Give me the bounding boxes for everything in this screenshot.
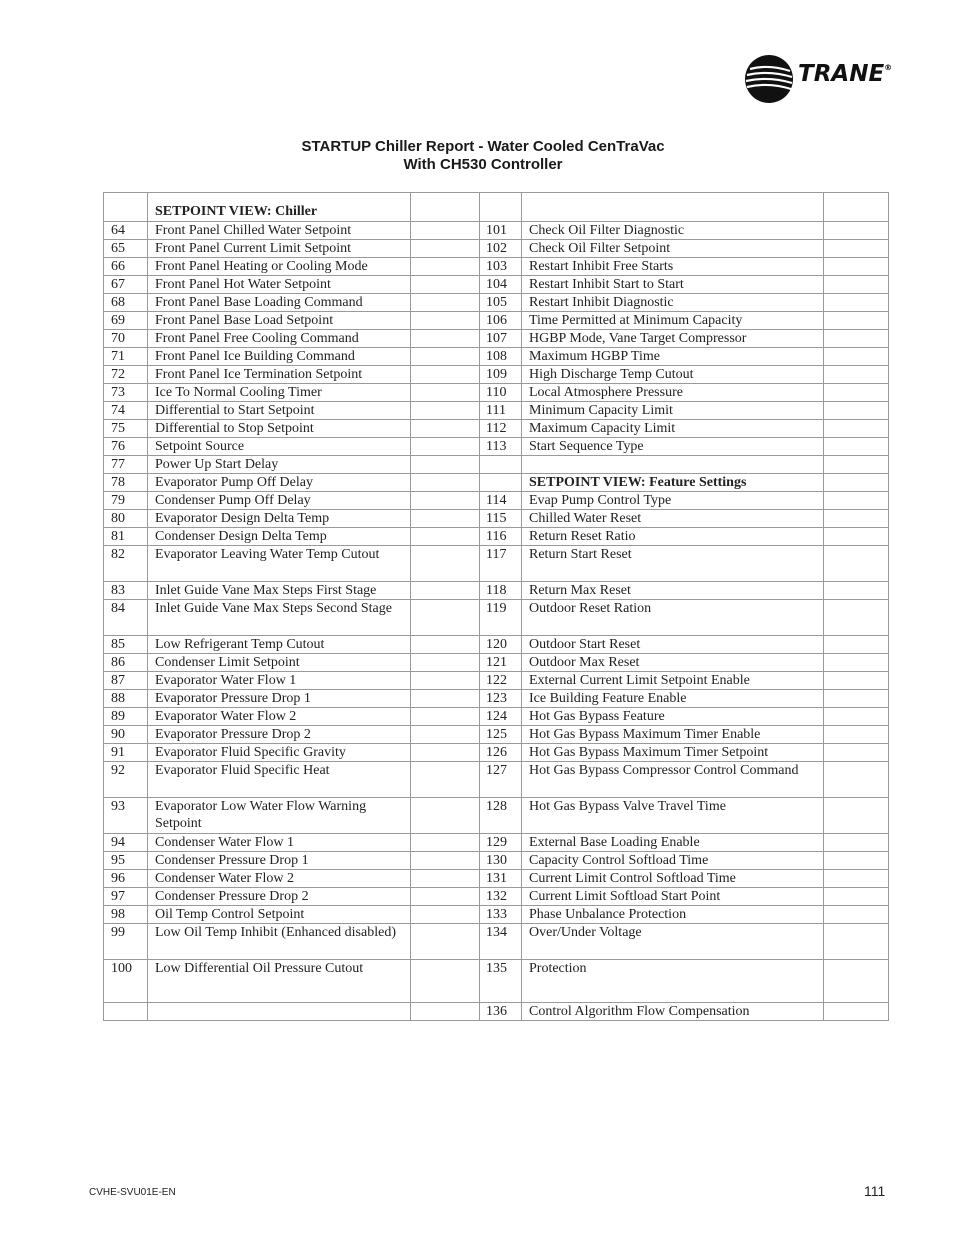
left-value-cell xyxy=(411,420,480,438)
right-item-number: 125 xyxy=(480,726,522,744)
table-row xyxy=(104,474,889,492)
table-row xyxy=(104,546,889,582)
right-item-number: 134 xyxy=(480,924,522,960)
right-item-label: Chilled Water Reset xyxy=(522,510,824,528)
trane-logo-mark-icon xyxy=(744,54,794,104)
right-item-number: 129 xyxy=(480,834,522,852)
left-item-number: 74 xyxy=(104,402,148,420)
right-value-cell xyxy=(824,582,889,600)
right-value-cell xyxy=(824,312,889,330)
table-row xyxy=(104,636,889,654)
right-item-number: 128 xyxy=(480,798,522,834)
left-item-label: Condenser Design Delta Temp xyxy=(148,528,411,546)
left-value-cell xyxy=(411,546,480,582)
right-item-label: Restart Inhibit Diagnostic xyxy=(522,294,824,312)
right-value-cell xyxy=(824,834,889,852)
table-row xyxy=(104,366,889,384)
left-item-label: Low Refrigerant Temp Cutout xyxy=(148,636,411,654)
right-item-number: 106 xyxy=(480,312,522,330)
right-item-label: Check Oil Filter Diagnostic xyxy=(522,222,824,240)
right-item-number: 103 xyxy=(480,258,522,276)
left-value-cell xyxy=(411,366,480,384)
right-value-cell xyxy=(824,762,889,798)
left-item-label: Differential to Start Setpoint xyxy=(148,402,411,420)
left-item-number: 80 xyxy=(104,510,148,528)
left-item-number: 94 xyxy=(104,834,148,852)
left-item-number: 72 xyxy=(104,366,148,384)
left-item-number: 78 xyxy=(104,474,148,492)
left-value-cell xyxy=(411,636,480,654)
report-title xyxy=(0,138,954,174)
left-item-label: Differential to Stop Setpoint xyxy=(148,420,411,438)
left-value-cell xyxy=(411,852,480,870)
left-item-number: 76 xyxy=(104,438,148,456)
left-item-number: 69 xyxy=(104,312,148,330)
table-row xyxy=(104,294,889,312)
table-row xyxy=(104,852,889,870)
right-item-number: 121 xyxy=(480,654,522,672)
left-item-label: Front Panel Current Limit Setpoint xyxy=(148,240,411,258)
right-value-cell xyxy=(824,276,889,294)
right-item-number: 107 xyxy=(480,330,522,348)
table-row xyxy=(104,276,889,294)
left-item-label: Evaporator Low Water Flow Warning Setpoint xyxy=(148,798,411,834)
trane-logo xyxy=(744,54,894,104)
right-value-cell xyxy=(824,636,889,654)
left-item-label: Front Panel Free Cooling Command xyxy=(148,330,411,348)
left-item-number: 71 xyxy=(104,348,148,366)
table-header-row xyxy=(104,193,889,222)
right-item-label xyxy=(522,456,824,474)
right-item-number: 110 xyxy=(480,384,522,402)
document-code: CVHE-SVU01E-EN xyxy=(89,1187,176,1198)
left-value-cell xyxy=(411,438,480,456)
right-value-cell xyxy=(824,510,889,528)
right-item-number: 114 xyxy=(480,492,522,510)
right-value-cell xyxy=(824,420,889,438)
table-cell xyxy=(480,193,522,222)
right-item-number: 124 xyxy=(480,708,522,726)
right-item-number: 135 xyxy=(480,960,522,1003)
left-item-label: Ice To Normal Cooling Timer xyxy=(148,384,411,402)
right-item-number: 112 xyxy=(480,420,522,438)
left-item-label: Evaporator Fluid Specific Gravity xyxy=(148,744,411,762)
left-item-label: Condenser Pump Off Delay xyxy=(148,492,411,510)
left-item-number: 87 xyxy=(104,672,148,690)
left-item-label: Condenser Pressure Drop 1 xyxy=(148,852,411,870)
right-value-cell xyxy=(824,456,889,474)
right-item-label: Restart Inhibit Start to Start xyxy=(522,276,824,294)
left-item-label xyxy=(148,1003,411,1021)
right-value-cell xyxy=(824,708,889,726)
left-value-cell xyxy=(411,726,480,744)
right-item-label: Phase Unbalance Protection xyxy=(522,906,824,924)
left-value-cell xyxy=(411,240,480,258)
right-value-cell xyxy=(824,294,889,312)
right-item-label: Start Sequence Type xyxy=(522,438,824,456)
table-cell xyxy=(104,193,148,222)
right-item-label: External Current Limit Setpoint Enable xyxy=(522,672,824,690)
table-row xyxy=(104,258,889,276)
left-item-number: 84 xyxy=(104,600,148,636)
right-value-cell xyxy=(824,744,889,762)
left-item-number: 66 xyxy=(104,258,148,276)
left-value-cell xyxy=(411,474,480,492)
right-item-number: 105 xyxy=(480,294,522,312)
left-item-label: Evaporator Fluid Specific Heat xyxy=(148,762,411,798)
left-item-label: Front Panel Hot Water Setpoint xyxy=(148,276,411,294)
left-item-number: 96 xyxy=(104,870,148,888)
right-value-cell xyxy=(824,888,889,906)
left-item-label: Low Differential Oil Pressure Cutout xyxy=(148,960,411,1003)
table-row xyxy=(104,582,889,600)
left-item-label: Front Panel Base Load Setpoint xyxy=(148,312,411,330)
left-item-number: 97 xyxy=(104,888,148,906)
right-value-cell xyxy=(824,924,889,960)
right-value-cell xyxy=(824,546,889,582)
table-row xyxy=(104,744,889,762)
table-row xyxy=(104,420,889,438)
table-row xyxy=(104,726,889,744)
left-value-cell xyxy=(411,870,480,888)
right-value-cell xyxy=(824,384,889,402)
report-title-line-2: With CH530 Controller xyxy=(403,156,563,173)
table-row xyxy=(104,960,889,1003)
right-item-label: Outdoor Start Reset xyxy=(522,636,824,654)
setpoint-report-table xyxy=(103,192,889,1021)
table-row xyxy=(104,330,889,348)
right-item-label: Restart Inhibit Free Starts xyxy=(522,258,824,276)
right-item-label: Protection xyxy=(522,960,824,1003)
left-item-label: Inlet Guide Vane Max Steps First Stage xyxy=(148,582,411,600)
left-value-cell xyxy=(411,510,480,528)
left-item-number: 92 xyxy=(104,762,148,798)
right-item-number: 109 xyxy=(480,366,522,384)
left-item-number: 99 xyxy=(104,924,148,960)
section-heading-feature-settings: SETPOINT VIEW: Feature Settings xyxy=(522,474,824,492)
right-value-cell xyxy=(824,330,889,348)
right-item-label: Return Max Reset xyxy=(522,582,824,600)
right-item-number: 132 xyxy=(480,888,522,906)
left-value-cell xyxy=(411,330,480,348)
right-value-cell xyxy=(824,348,889,366)
right-item-number: 102 xyxy=(480,240,522,258)
page-number: 111 xyxy=(864,1183,886,1199)
table-row xyxy=(104,528,889,546)
table-row xyxy=(104,762,889,798)
right-item-label: Outdoor Max Reset xyxy=(522,654,824,672)
table-row xyxy=(104,492,889,510)
right-item-number: 133 xyxy=(480,906,522,924)
left-item-label: Condenser Water Flow 2 xyxy=(148,870,411,888)
report-title-line-1: STARTUP Chiller Report - Water Cooled CenTraVac xyxy=(301,138,665,155)
table-row xyxy=(104,456,889,474)
right-value-cell xyxy=(824,1003,889,1021)
right-value-cell xyxy=(824,528,889,546)
left-item-number: 86 xyxy=(104,654,148,672)
right-item-label: Minimum Capacity Limit xyxy=(522,402,824,420)
table-row xyxy=(104,888,889,906)
right-item-number: 123 xyxy=(480,690,522,708)
table-cell xyxy=(522,193,824,222)
table-row xyxy=(104,870,889,888)
right-item-label: Outdoor Reset Ration xyxy=(522,600,824,636)
right-item-label: External Base Loading Enable xyxy=(522,834,824,852)
left-item-label: Front Panel Chilled Water Setpoint xyxy=(148,222,411,240)
right-item-label: Current Limit Softload Start Point xyxy=(522,888,824,906)
left-value-cell xyxy=(411,960,480,1003)
left-value-cell xyxy=(411,744,480,762)
left-item-number: 75 xyxy=(104,420,148,438)
right-value-cell xyxy=(824,222,889,240)
right-item-number: 118 xyxy=(480,582,522,600)
right-item-number: 113 xyxy=(480,438,522,456)
left-item-number: 91 xyxy=(104,744,148,762)
left-item-number: 85 xyxy=(104,636,148,654)
right-item-label: Maximum HGBP Time xyxy=(522,348,824,366)
right-item-number xyxy=(480,474,522,492)
right-value-cell xyxy=(824,240,889,258)
right-item-label: Ice Building Feature Enable xyxy=(522,690,824,708)
left-item-label: Condenser Water Flow 1 xyxy=(148,834,411,852)
value-cell xyxy=(824,193,889,222)
table-row xyxy=(104,348,889,366)
left-item-label: Oil Temp Control Setpoint xyxy=(148,906,411,924)
table-row xyxy=(104,312,889,330)
right-item-number: 122 xyxy=(480,672,522,690)
right-item-number: 104 xyxy=(480,276,522,294)
table-row xyxy=(104,924,889,960)
left-item-label: Inlet Guide Vane Max Steps Second Stage xyxy=(148,600,411,636)
table-row xyxy=(104,798,889,834)
right-item-label: Hot Gas Bypass Compressor Control Command xyxy=(522,762,824,798)
table-row xyxy=(104,654,889,672)
right-item-number: 116 xyxy=(480,528,522,546)
right-item-number: 127 xyxy=(480,762,522,798)
left-item-number: 100 xyxy=(104,960,148,1003)
left-value-cell xyxy=(411,1003,480,1021)
left-item-label: Condenser Limit Setpoint xyxy=(148,654,411,672)
right-item-number: 101 xyxy=(480,222,522,240)
right-value-cell xyxy=(824,474,889,492)
left-value-cell xyxy=(411,672,480,690)
left-value-cell xyxy=(411,492,480,510)
right-item-number: 117 xyxy=(480,546,522,582)
trane-wordmark: TRANE® xyxy=(798,61,893,87)
right-value-cell xyxy=(824,726,889,744)
right-item-label: Hot Gas Bypass Valve Travel Time xyxy=(522,798,824,834)
left-value-cell xyxy=(411,690,480,708)
left-item-number: 89 xyxy=(104,708,148,726)
left-value-cell xyxy=(411,456,480,474)
right-item-number: 120 xyxy=(480,636,522,654)
right-item-number: 131 xyxy=(480,870,522,888)
left-value-cell xyxy=(411,906,480,924)
right-value-cell xyxy=(824,690,889,708)
left-item-label: Front Panel Base Loading Command xyxy=(148,294,411,312)
left-item-label: Front Panel Ice Termination Setpoint xyxy=(148,366,411,384)
table-row xyxy=(104,600,889,636)
table-row xyxy=(104,690,889,708)
left-value-cell xyxy=(411,258,480,276)
left-item-number: 90 xyxy=(104,726,148,744)
right-item-label: Return Start Reset xyxy=(522,546,824,582)
right-value-cell xyxy=(824,438,889,456)
left-item-label: Low Oil Temp Inhibit (Enhanced disabled) xyxy=(148,924,411,960)
left-value-cell xyxy=(411,582,480,600)
right-item-number: 111 xyxy=(480,402,522,420)
right-item-label: Maximum Capacity Limit xyxy=(522,420,824,438)
right-item-number xyxy=(480,456,522,474)
left-value-cell xyxy=(411,708,480,726)
right-value-cell xyxy=(824,906,889,924)
left-value-cell xyxy=(411,924,480,960)
left-value-cell xyxy=(411,798,480,834)
left-value-cell xyxy=(411,654,480,672)
table-row xyxy=(104,510,889,528)
right-value-cell xyxy=(824,852,889,870)
left-item-label: Evaporator Water Flow 1 xyxy=(148,672,411,690)
table-row xyxy=(104,402,889,420)
left-item-label: Evaporator Design Delta Temp xyxy=(148,510,411,528)
table-row xyxy=(104,240,889,258)
left-item-label: Front Panel Ice Building Command xyxy=(148,348,411,366)
right-item-label: HGBP Mode, Vane Target Compressor xyxy=(522,330,824,348)
right-item-number: 108 xyxy=(480,348,522,366)
right-item-label: Evap Pump Control Type xyxy=(522,492,824,510)
left-item-label: Condenser Pressure Drop 2 xyxy=(148,888,411,906)
right-item-number: 119 xyxy=(480,600,522,636)
right-value-cell xyxy=(824,960,889,1003)
right-value-cell xyxy=(824,366,889,384)
left-item-label: Setpoint Source xyxy=(148,438,411,456)
left-item-label: Evaporator Pressure Drop 2 xyxy=(148,726,411,744)
right-item-label: Hot Gas Bypass Feature xyxy=(522,708,824,726)
left-item-label: Front Panel Heating or Cooling Mode xyxy=(148,258,411,276)
right-item-number: 115 xyxy=(480,510,522,528)
right-item-label: Hot Gas Bypass Maximum Timer Enable xyxy=(522,726,824,744)
value-cell xyxy=(411,193,480,222)
left-item-number: 68 xyxy=(104,294,148,312)
left-item-label: Power Up Start Delay xyxy=(148,456,411,474)
left-item-number: 65 xyxy=(104,240,148,258)
right-item-label: Current Limit Control Softload Time xyxy=(522,870,824,888)
right-value-cell xyxy=(824,798,889,834)
left-item-number: 81 xyxy=(104,528,148,546)
table-row xyxy=(104,384,889,402)
right-item-label: Return Reset Ratio xyxy=(522,528,824,546)
left-item-number: 64 xyxy=(104,222,148,240)
right-item-number: 136 xyxy=(480,1003,522,1021)
left-item-number: 77 xyxy=(104,456,148,474)
right-item-label: Over/Under Voltage xyxy=(522,924,824,960)
table-body xyxy=(104,193,889,1021)
left-item-number: 83 xyxy=(104,582,148,600)
right-value-cell xyxy=(824,654,889,672)
left-item-number: 79 xyxy=(104,492,148,510)
right-item-label: Hot Gas Bypass Maximum Timer Setpoint xyxy=(522,744,824,762)
left-value-cell xyxy=(411,888,480,906)
left-item-number: 82 xyxy=(104,546,148,582)
table-row xyxy=(104,1003,889,1021)
left-item-number: 95 xyxy=(104,852,148,870)
left-value-cell xyxy=(411,276,480,294)
right-item-label: High Discharge Temp Cutout xyxy=(522,366,824,384)
left-value-cell xyxy=(411,384,480,402)
left-value-cell xyxy=(411,402,480,420)
right-item-number: 126 xyxy=(480,744,522,762)
right-item-label: Check Oil Filter Setpoint xyxy=(522,240,824,258)
right-item-label: Local Atmosphere Pressure xyxy=(522,384,824,402)
right-value-cell xyxy=(824,492,889,510)
left-value-cell xyxy=(411,600,480,636)
left-value-cell xyxy=(411,312,480,330)
right-value-cell xyxy=(824,600,889,636)
left-value-cell xyxy=(411,762,480,798)
left-item-label: Evaporator Water Flow 2 xyxy=(148,708,411,726)
left-item-number xyxy=(104,1003,148,1021)
left-item-label: Evaporator Leaving Water Temp Cutout xyxy=(148,546,411,582)
left-value-cell xyxy=(411,348,480,366)
table-row xyxy=(104,438,889,456)
right-value-cell xyxy=(824,258,889,276)
left-item-label: Evaporator Pressure Drop 1 xyxy=(148,690,411,708)
right-value-cell xyxy=(824,870,889,888)
right-item-number: 130 xyxy=(480,852,522,870)
left-item-number: 98 xyxy=(104,906,148,924)
table-row xyxy=(104,672,889,690)
left-item-number: 88 xyxy=(104,690,148,708)
left-value-cell xyxy=(411,294,480,312)
right-value-cell xyxy=(824,402,889,420)
left-item-number: 70 xyxy=(104,330,148,348)
right-item-label: Time Permitted at Minimum Capacity xyxy=(522,312,824,330)
left-value-cell xyxy=(411,222,480,240)
left-item-number: 73 xyxy=(104,384,148,402)
table-row xyxy=(104,708,889,726)
left-item-label: Evaporator Pump Off Delay xyxy=(148,474,411,492)
right-value-cell xyxy=(824,672,889,690)
left-value-cell xyxy=(411,528,480,546)
left-item-number: 67 xyxy=(104,276,148,294)
left-value-cell xyxy=(411,834,480,852)
left-item-number: 93 xyxy=(104,798,148,834)
table-row xyxy=(104,834,889,852)
section-heading-chiller: SETPOINT VIEW: Chiller xyxy=(148,193,411,222)
right-item-label: Control Algorithm Flow Compensation xyxy=(522,1003,824,1021)
right-item-label: Capacity Control Softload Time xyxy=(522,852,824,870)
table-row xyxy=(104,906,889,924)
table-row xyxy=(104,222,889,240)
